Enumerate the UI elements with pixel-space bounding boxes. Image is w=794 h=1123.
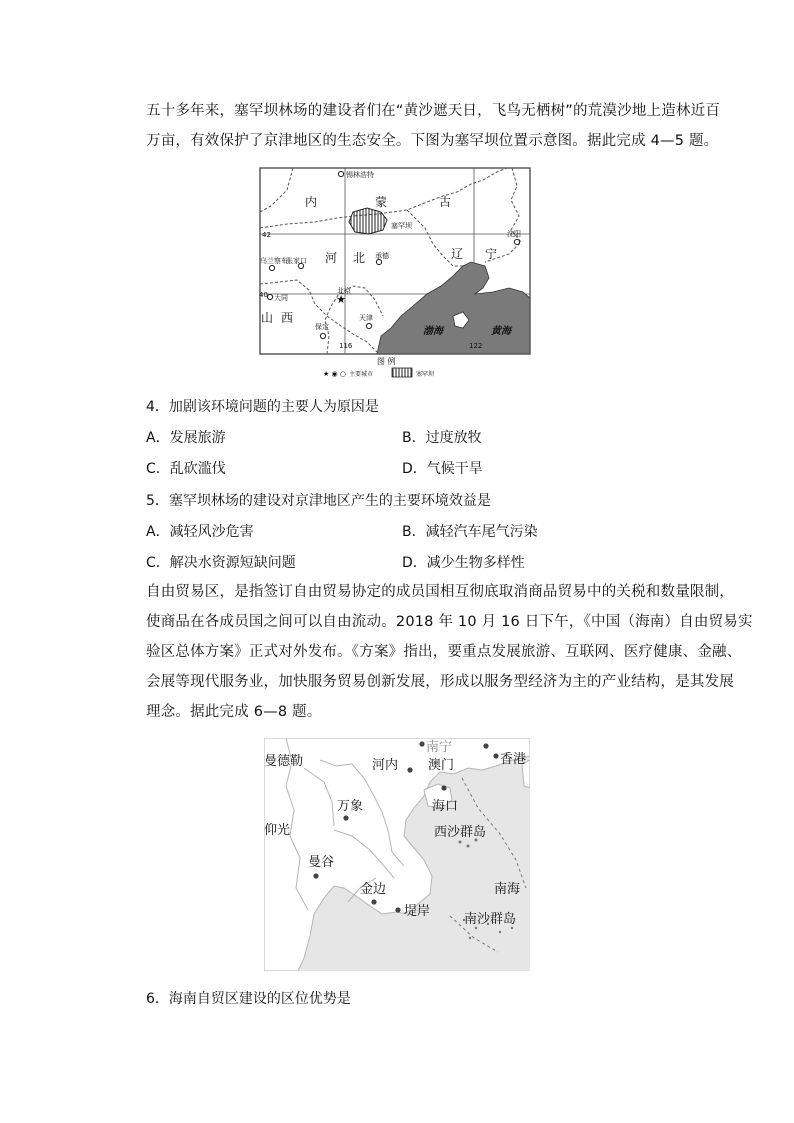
city-label-zhangjiakou: 张家口 [286,257,307,265]
passage-line: 使商品在各成员国之间可以自由流动。2018 年 10 月 16 日下午，《中国（海南）自由贸易实 [146,614,753,630]
legend-saihanba-label: 塞罕坝 [416,371,435,378]
question-5-option-b[interactable]: B．减轻汽车尾气污染 [402,524,538,540]
label-paracel-islands: 西沙群岛 [434,825,487,840]
question-5-option-c[interactable]: C．解决水资源短缺问题 [146,555,296,571]
city-label-yangon: 仰光 [264,823,291,838]
city-label-macau: 澳门 [428,758,455,773]
city-label-xilinhot: 锡林浩特 [346,171,374,179]
question-4-option-c[interactable]: C．乱砍滥伐 [146,461,226,477]
city-label-baoding: 保定 [315,323,329,331]
city-label-nanning: 南宁 [426,740,453,755]
city-label-cholon: 堤岸 [404,904,431,919]
passage-line: 五十多年来，塞罕坝林场的建设者们在“黄沙遮天日，飞鸟无栖树”的荒漠沙地上造林近百 [146,103,721,119]
label-saihanba: 塞罕坝 [391,222,412,230]
passage-line: 验区总体方案》正式对外发布。《方案》指出，要重点发展旅游、互联网、医疗健康、金融、 [146,644,742,660]
question-5-stem: 5．塞罕坝林场的建设对京津地区产生的主要环境效益是 [146,493,491,509]
question-4-option-b[interactable]: B．过度放牧 [402,430,482,446]
legend-saihanba-swatch [392,368,412,377]
saihanba-location-map [257,166,535,381]
legend-title: 图 例 [377,357,396,366]
city-label-haikou: 海口 [432,799,459,814]
question-4-stem: 4．加剧该环境问题的主要人为原因是 [146,399,379,415]
label-lat-40: 40 [259,291,268,299]
passage-line: 理念。据此完成 6—8 题。 [146,704,322,720]
city-label-vientiane: 万象 [337,799,364,814]
region-label: 内 [305,195,318,209]
label-lon-116: 116 [339,342,353,350]
city-label-chengde: 承德 [375,252,389,260]
city-label-wulanchabu: 乌兰察布 [260,257,288,265]
saihanba-area [349,208,387,234]
city-label-mandalay: 曼德勒 [264,754,304,769]
passage-line: 会展等现代服务业，加快服务贸易创新发展，形成以服务型经济为主的产业结构，是其发展 [146,674,734,690]
region-label: 山 [261,311,274,325]
south-china-sea-map [264,738,530,971]
city-label-datong: 大同 [274,294,288,302]
label-lat-42: 42 [262,231,271,239]
city-label-hongkong: 香港 [500,752,527,767]
city-label-hanoi: 河内 [372,758,399,773]
question-4-option-a[interactable]: A．发展旅游 [146,430,226,446]
region-label: 西 [281,311,294,325]
legend-city-label: 主要城市 [349,371,374,378]
region-label: 古 [439,195,452,209]
passage-hainan-ftz [146,577,753,727]
sea-label-bohai: 渤海 [423,326,443,337]
region-label: 蒙 [375,195,388,209]
region-label: 河 [325,251,338,265]
question-5-option-d[interactable]: D．减少生物多样性 [402,555,525,571]
beijing-star-icon: ★ [336,293,346,306]
sea-label-south-china-sea: 南海 [494,882,521,897]
label-spratly-islands: 南沙群岛 [464,912,517,927]
sea-label-huanghai: 黄海 [491,326,511,337]
passage-saihanba [146,96,721,156]
question-6-stem: 6．海南自贸区建设的区位优势是 [146,991,351,1007]
city-label-bangkok: 曼谷 [308,855,335,870]
passage-line: 自由贸易区，是指签订自由贸易协定的成员国相互彻底取消商品贸易中的关税和数量限制， [146,584,734,600]
question-4-option-d[interactable]: D．气候干旱 [402,461,483,477]
city-label-beijing: 北京 [337,287,351,295]
passage-line: 万亩，有效保护了京津地区的生态安全。下图为塞罕坝位置示意图。据此完成 4—5 题。 [146,133,719,149]
city-label-shenyang: 沈阳 [507,230,521,238]
region-label: 辽 [451,247,464,261]
question-5-option-a[interactable]: A．减轻风沙危害 [146,524,254,540]
legend-city-symbols: ★ ◉ ○ [323,370,346,378]
label-lon-122: 122 [469,342,483,350]
region-label: 北 [353,251,366,265]
city-label-phnom-penh: 金边 [360,882,387,897]
region-label: 宁 [485,247,498,261]
city-label-tianjin: 天津 [359,314,373,322]
